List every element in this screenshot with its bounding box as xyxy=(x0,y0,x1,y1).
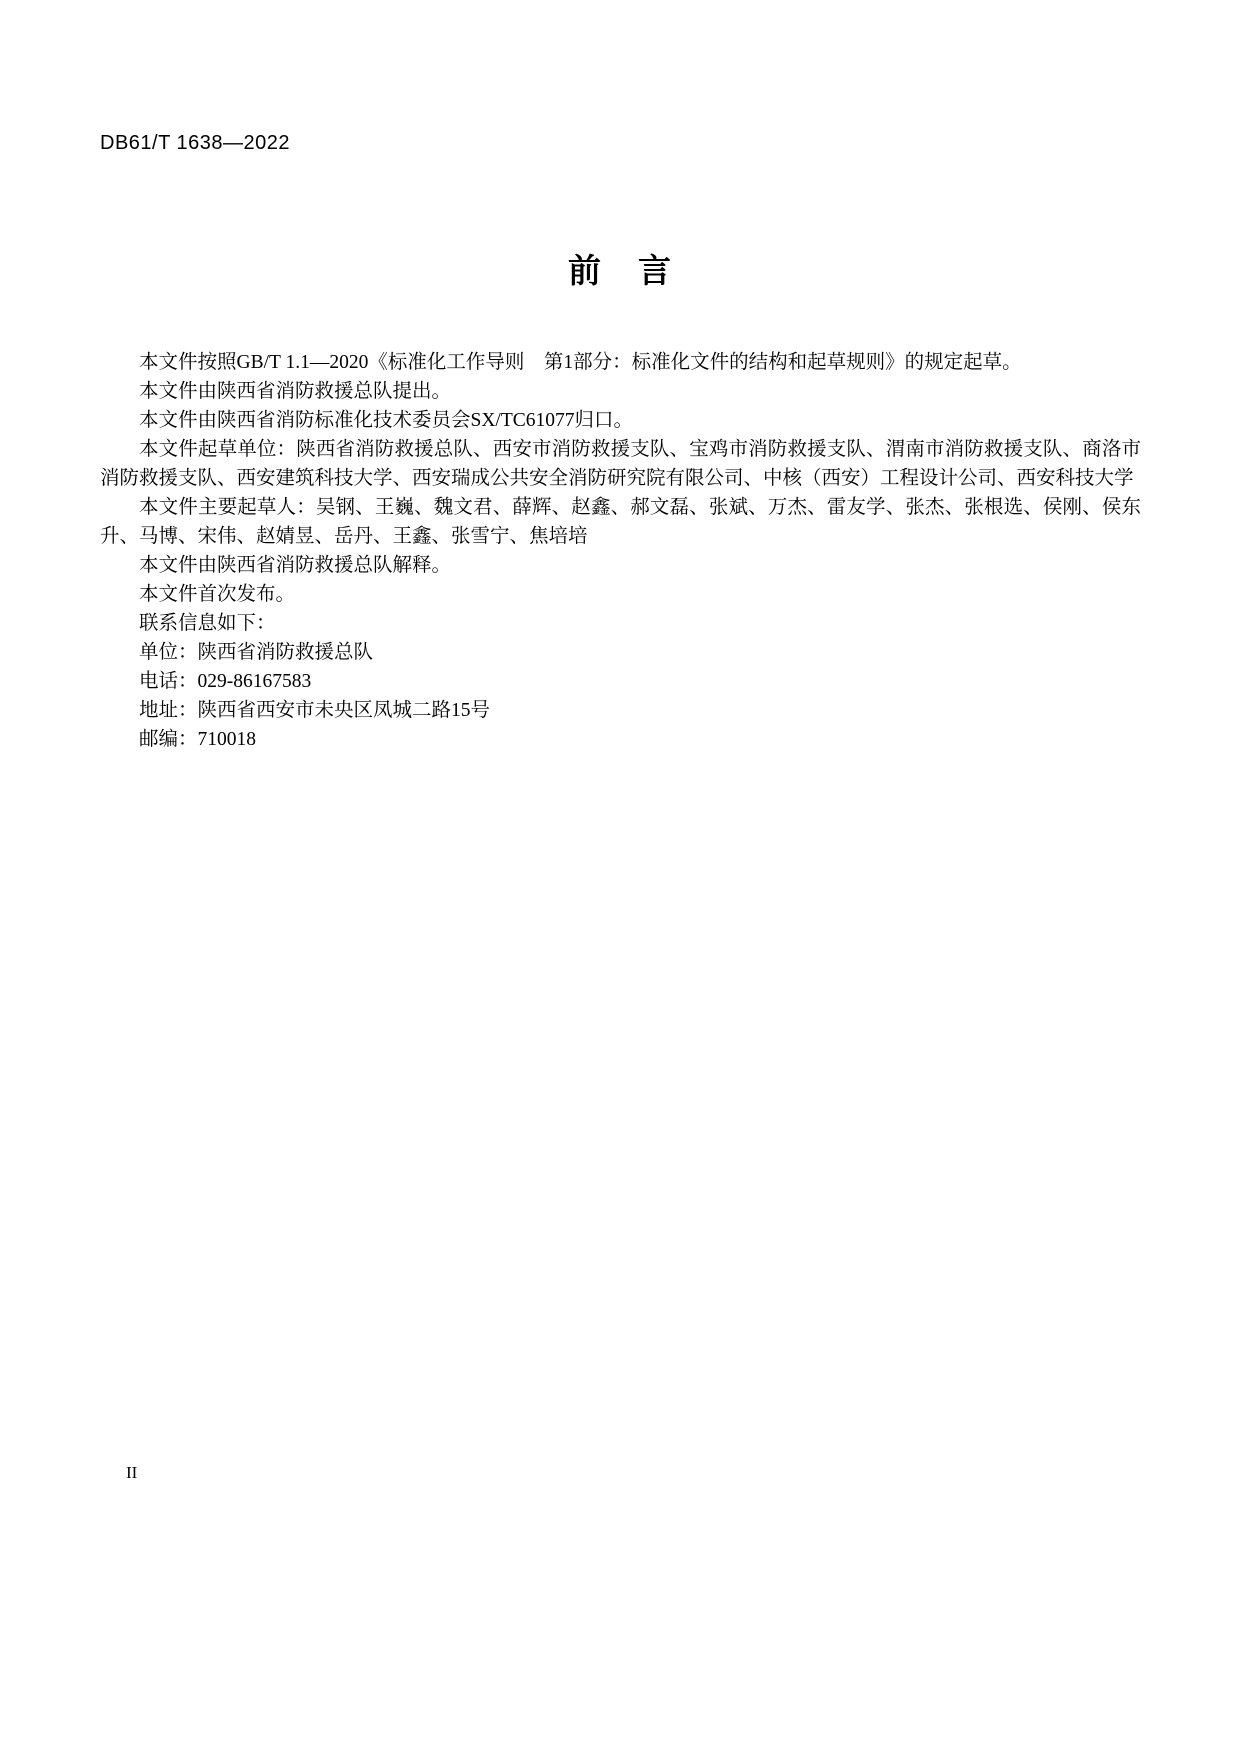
paragraph-contact-phone: 电话：029-86167583 xyxy=(139,671,312,692)
paragraph-contact-info-heading: 联系信息如下： xyxy=(139,613,276,634)
page-number: II xyxy=(126,1463,138,1482)
page-title: 前 言 xyxy=(568,252,673,289)
paragraph-proposed-by: 本文件由陕西省消防救援总队提出。 xyxy=(139,381,452,402)
paragraph-contact-unit: 单位：陕西省消防救援总队 xyxy=(139,642,374,663)
document-header xyxy=(100,132,290,155)
paragraph-centralized-by: 本文件由陕西省消防标准化技术委员会SX/TC61077归口。 xyxy=(139,410,634,431)
foreword-body xyxy=(100,348,1141,754)
paragraph-first-issue: 本文件首次发布。 xyxy=(139,584,296,605)
paragraph-drafting-organizations: 本文件起草单位：陕西省消防救援总队、西安市消防救援支队、宝鸡市消防救援支队、渭南市消防救援支队、商洛市消防救援支队、西安建筑科技大学、西安瑞成公共安全消防研究院有限公司、中核（西安）工程设计公司、西安科技大学 xyxy=(100,439,1141,489)
standard-number: DB61/T 1638—2022 xyxy=(100,132,290,154)
paragraph-contact-postcode: 邮编：710018 xyxy=(139,729,257,750)
paragraph-contact-address: 地址：陕西省西安市未央区凤城二路15号 xyxy=(139,700,491,721)
paragraph-interpreted-by: 本文件由陕西省消防救援总队解释。 xyxy=(139,555,452,576)
paragraph-drafting-basis: 本文件按照GB/T 1.1—2020《标准化工作导则 第1部分：标准化文件的结构和起草规则》的规定起草。 xyxy=(139,352,1022,373)
paragraph-main-drafters: 本文件主要起草人：吴钢、王巍、魏文君、薛辉、赵鑫、郝文磊、张斌、万杰、雷友学、张杰、张根选、侯刚、侯东升、马博、宋伟、赵婧昱、岳丹、王鑫、张雪宁、焦培培 xyxy=(100,497,1141,547)
